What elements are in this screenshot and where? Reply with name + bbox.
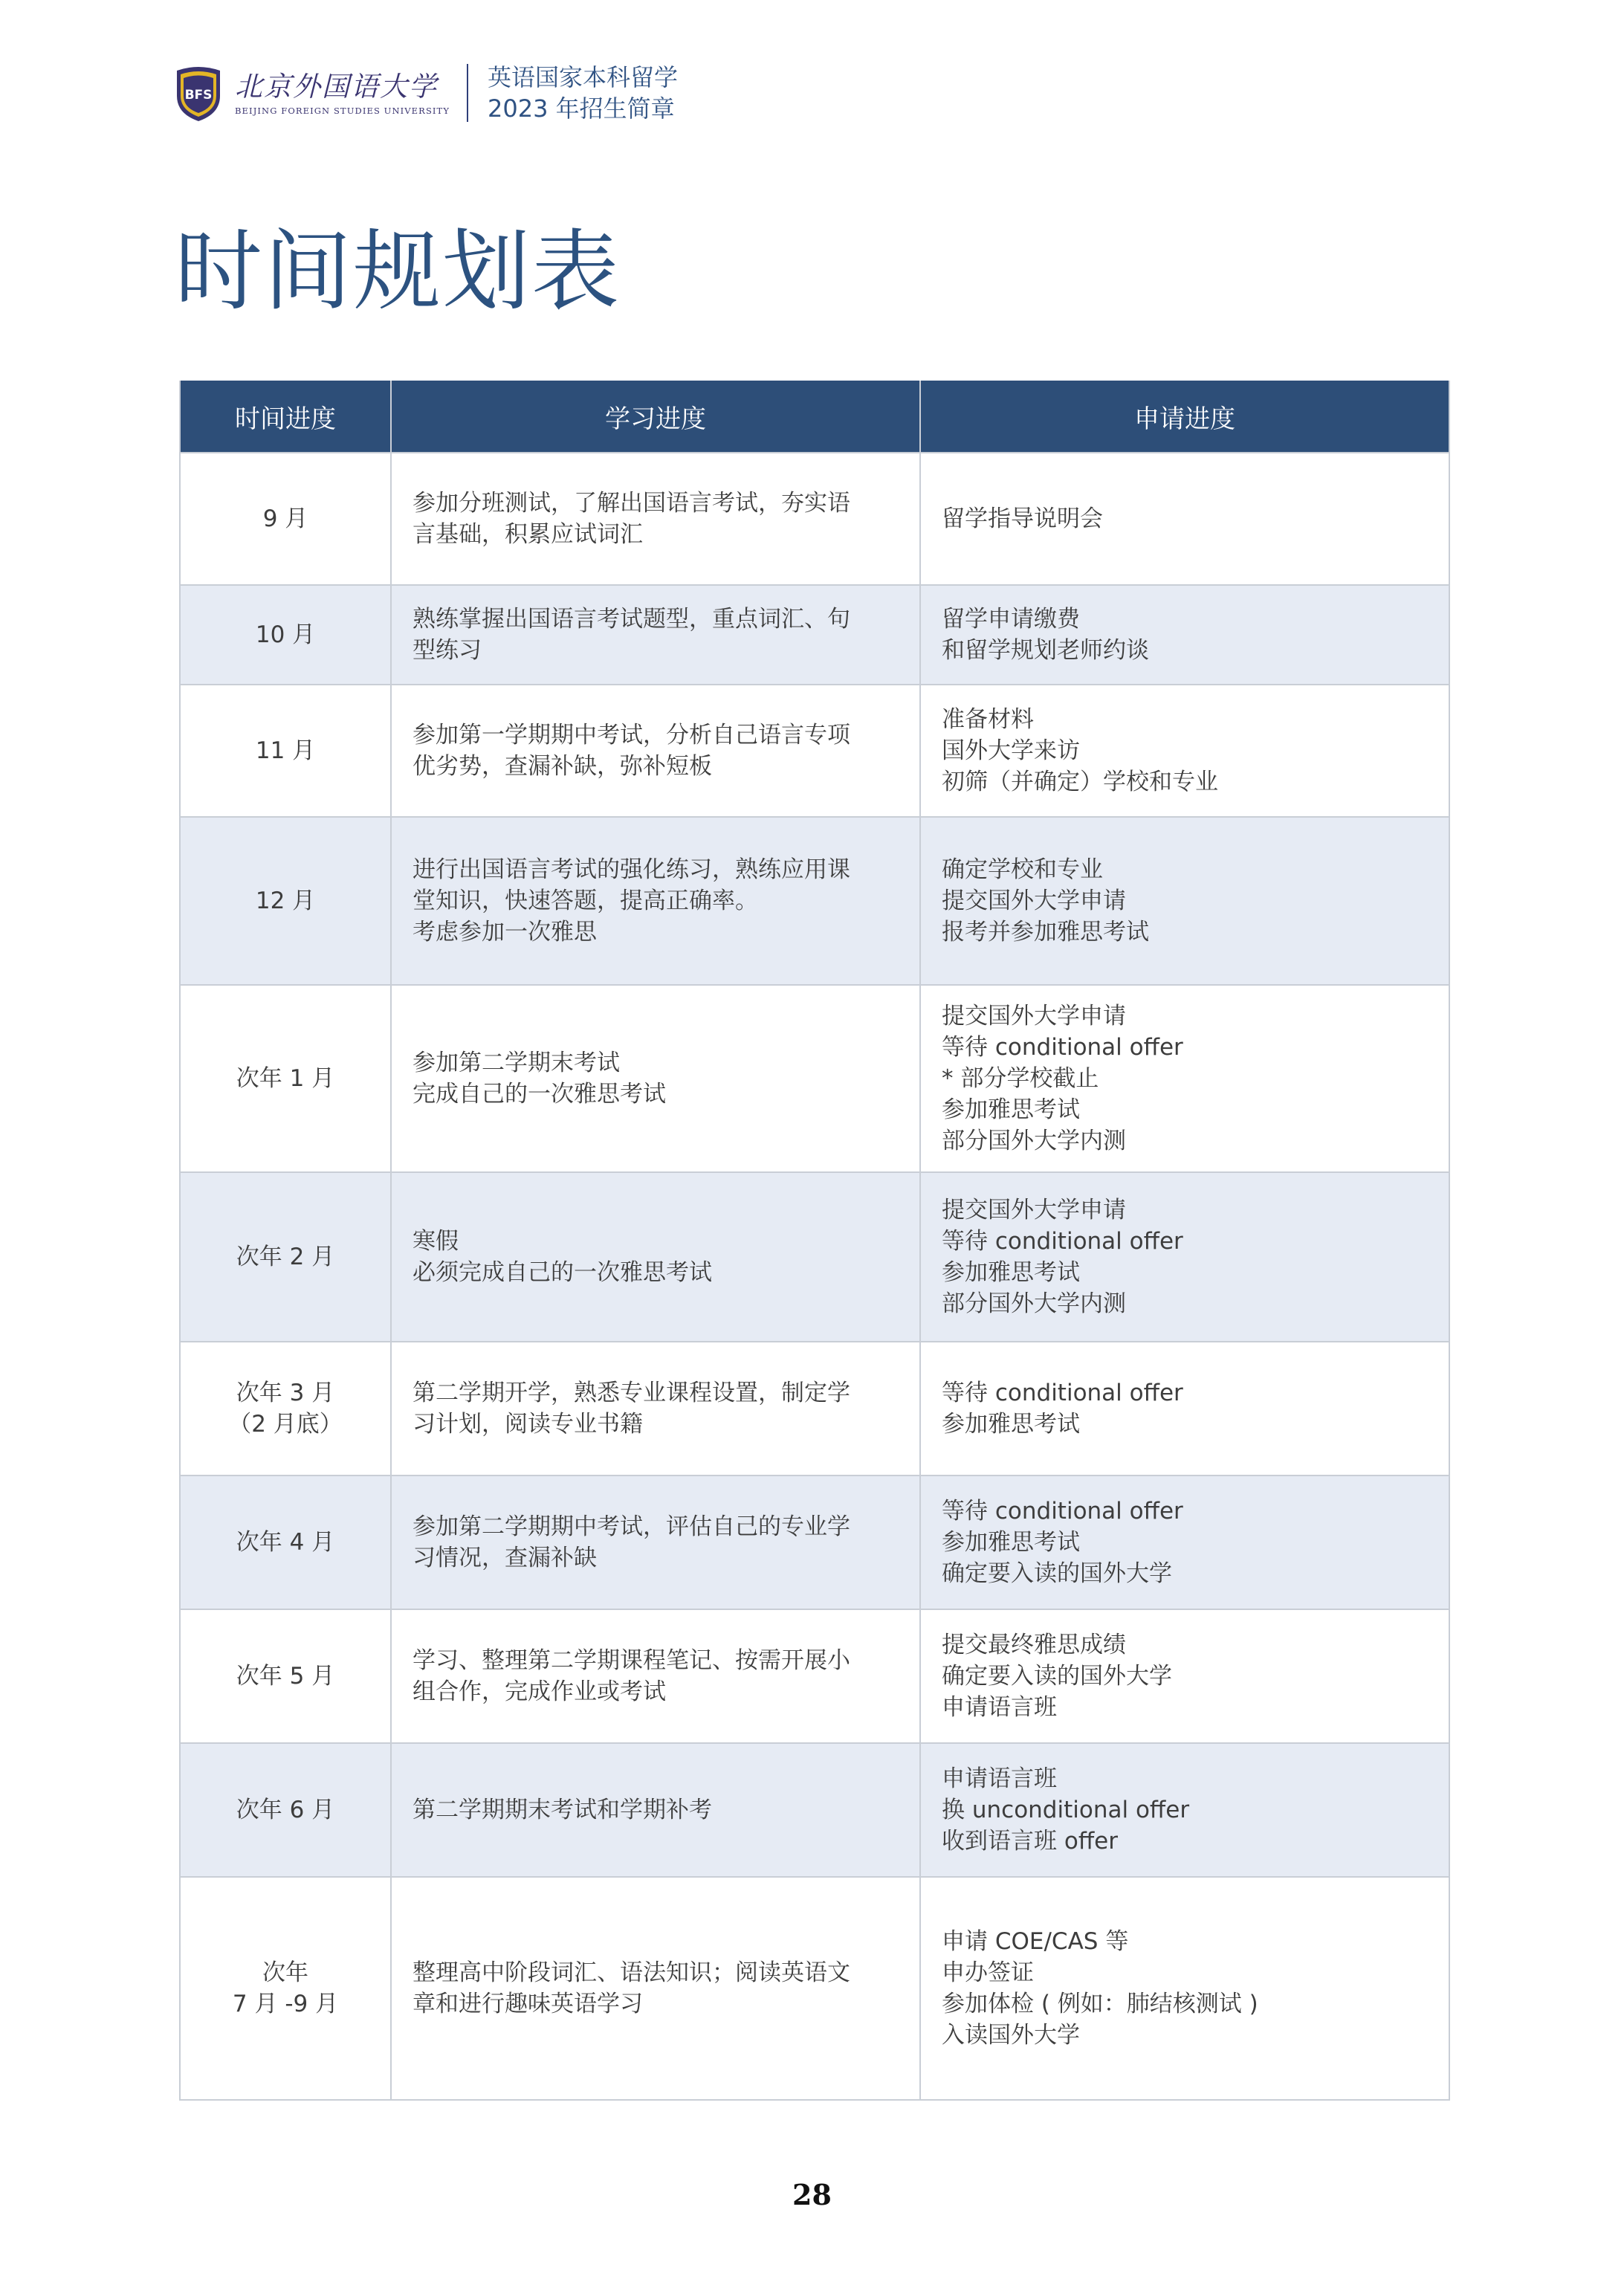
cell-line: 次年 3 月 bbox=[236, 1380, 335, 1406]
cell-line: 章和进行趣味英语学习 bbox=[413, 1991, 643, 2017]
cell-line: 次年 5 月 bbox=[236, 1663, 335, 1690]
page-title: 时间规划表 bbox=[175, 220, 621, 323]
cell-line: 参加体检 ( 例如：肺结核测试 ) bbox=[942, 1991, 1258, 2017]
study-cell bbox=[391, 1475, 920, 1609]
cell-line: 习计划，阅读专业书籍 bbox=[413, 1411, 643, 1438]
cell-line: 初筛（并确定）学校和专业 bbox=[942, 769, 1218, 795]
cell-line: 寒假 bbox=[413, 1228, 459, 1255]
cell-line: 次年 6 月 bbox=[236, 1797, 335, 1823]
cell-line: 参加第一学期期中考试，分析自己语言专项 bbox=[413, 722, 850, 749]
time-cell bbox=[180, 1172, 391, 1342]
table-row bbox=[180, 1342, 1449, 1475]
column-header-time: 时间进度 bbox=[180, 381, 391, 453]
study-cell bbox=[391, 1877, 920, 2100]
time-cell bbox=[180, 585, 391, 685]
cell-line: 参加第二学期期中考试，评估自己的专业学 bbox=[413, 1513, 850, 1540]
cell-line: 部分国外大学内测 bbox=[942, 1128, 1126, 1154]
time-cell bbox=[180, 685, 391, 817]
cell-line: 12 月 bbox=[255, 888, 316, 914]
cell-line: 申请语言班 bbox=[942, 1694, 1057, 1721]
study-cell bbox=[391, 1172, 920, 1342]
study-cell bbox=[391, 1342, 920, 1475]
apply-cell bbox=[920, 585, 1449, 685]
cell-line: 等待 conditional offer bbox=[942, 1380, 1183, 1406]
cell-line: 习情况，查漏补缺 bbox=[413, 1545, 597, 1571]
cell-line: 熟练掌握出国语言考试题型，重点词汇、句 bbox=[413, 606, 850, 633]
study-cell bbox=[391, 1609, 920, 1743]
university-name-cn: 北京外国语大学 bbox=[235, 71, 438, 103]
logo-letters: BFS bbox=[184, 88, 213, 103]
cell-line: 报考并参加雅思考试 bbox=[942, 919, 1149, 946]
cell-line: 整理高中阶段词汇、语法知识；阅读英语文 bbox=[413, 1959, 850, 1986]
cell-line: 第二学期开学，熟悉专业课程设置，制定学 bbox=[413, 1380, 850, 1406]
table-row bbox=[180, 685, 1449, 817]
university-name bbox=[235, 63, 450, 123]
cell-line: 换 unconditional offer bbox=[942, 1797, 1190, 1823]
cell-line: 10 月 bbox=[255, 621, 316, 648]
cell-line: 申请 COE/CAS 等 bbox=[942, 1928, 1129, 1955]
cell-line: 参加分班测试，了解出国语言考试，夯实语 bbox=[413, 490, 850, 517]
table-row bbox=[180, 1172, 1449, 1342]
brochure-subtitle bbox=[488, 62, 678, 124]
cell-line: 参加第二学期末考试 bbox=[413, 1050, 620, 1076]
cell-line: 等待 conditional offer bbox=[942, 1498, 1183, 1525]
time-cell bbox=[180, 1475, 391, 1609]
cell-line: 准备材料 bbox=[942, 706, 1034, 733]
cell-line: 和留学规划老师约谈 bbox=[942, 637, 1149, 664]
cell-line: 提交最终雅思成绩 bbox=[942, 1632, 1126, 1658]
cell-line: 申请语言班 bbox=[942, 1765, 1057, 1792]
cell-line: 堂知识，快速答题，提高正确率。 bbox=[413, 888, 758, 914]
cell-line: 进行出国语言考试的强化练习，熟练应用课 bbox=[413, 856, 850, 883]
column-header-apply: 申请进度 bbox=[920, 381, 1449, 453]
cell-line: 型练习 bbox=[413, 637, 482, 664]
page-header bbox=[172, 59, 678, 126]
cell-line: 参加雅思考试 bbox=[942, 1411, 1080, 1438]
time-cell bbox=[180, 1609, 391, 1743]
cell-line: 参加雅思考试 bbox=[942, 1096, 1080, 1123]
cell-line: 等待 conditional offer bbox=[942, 1228, 1183, 1255]
apply-cell bbox=[920, 817, 1449, 985]
cell-line: 部分国外大学内测 bbox=[942, 1290, 1126, 1317]
table-row bbox=[180, 1877, 1449, 2100]
university-logo-icon bbox=[172, 63, 224, 123]
cell-line: 提交国外大学申请 bbox=[942, 888, 1126, 914]
table-header-row bbox=[180, 381, 1449, 453]
cell-line: 次年 bbox=[262, 1959, 308, 1986]
cell-line: 留学指导说明会 bbox=[942, 505, 1103, 532]
time-cell bbox=[180, 1743, 391, 1877]
apply-cell bbox=[920, 1877, 1449, 2100]
apply-cell bbox=[920, 1609, 1449, 1743]
cell-line: 申办签证 bbox=[942, 1959, 1034, 1986]
study-cell bbox=[391, 585, 920, 685]
cell-line: 确定学校和专业 bbox=[942, 856, 1103, 883]
study-cell bbox=[391, 817, 920, 985]
time-cell bbox=[180, 985, 391, 1172]
cell-line: 7 月 -9 月 bbox=[232, 1991, 339, 2017]
table-row bbox=[180, 1609, 1449, 1743]
cell-line: （2 月底） bbox=[228, 1411, 343, 1438]
apply-cell bbox=[920, 1475, 1449, 1609]
cell-line: 参加雅思考试 bbox=[942, 1259, 1080, 1286]
cell-line: 言基础，积累应试词汇 bbox=[413, 521, 643, 548]
time-cell bbox=[180, 817, 391, 985]
cell-line: 学习、整理第二学期课程笔记、按需开展小 bbox=[413, 1647, 850, 1674]
cell-line: 考虑参加一次雅思 bbox=[413, 919, 597, 946]
cell-line: 9 月 bbox=[262, 505, 308, 532]
table-row bbox=[180, 1475, 1449, 1609]
cell-line: 提交国外大学申请 bbox=[942, 1197, 1126, 1224]
cell-line: 收到语言班 offer bbox=[942, 1828, 1118, 1855]
apply-cell bbox=[920, 453, 1449, 585]
apply-cell bbox=[920, 1743, 1449, 1877]
subtitle-line-1: 英语国家本科留学 bbox=[488, 63, 679, 91]
cell-line: 留学申请缴费 bbox=[942, 606, 1080, 633]
table-row bbox=[180, 1743, 1449, 1877]
study-cell bbox=[391, 685, 920, 817]
cell-line: 第二学期期末考试和学期补考 bbox=[413, 1797, 712, 1823]
cell-line: 次年 1 月 bbox=[236, 1065, 335, 1092]
cell-line: 确定要入读的国外大学 bbox=[942, 1560, 1172, 1587]
apply-cell bbox=[920, 985, 1449, 1172]
table-row bbox=[180, 453, 1449, 585]
cell-line: 次年 4 月 bbox=[236, 1529, 335, 1556]
table-row bbox=[180, 817, 1449, 985]
cell-line: 入读国外大学 bbox=[942, 2022, 1080, 2049]
study-cell bbox=[391, 1743, 920, 1877]
cell-line: * 部分学校截止 bbox=[942, 1065, 1099, 1092]
apply-cell bbox=[920, 1172, 1449, 1342]
cell-line: 优劣势，查漏补缺，弥补短板 bbox=[413, 753, 712, 780]
university-name-en: BEIJING FOREIGN STUDIES UNIVERSITY bbox=[235, 106, 450, 116]
cell-line: 11 月 bbox=[255, 737, 316, 764]
cell-line: 参加雅思考试 bbox=[942, 1529, 1080, 1556]
table-row bbox=[180, 985, 1449, 1172]
page-number: 28 bbox=[792, 2178, 832, 2211]
header-divider bbox=[467, 64, 468, 122]
apply-cell bbox=[920, 685, 1449, 817]
cell-line: 次年 2 月 bbox=[236, 1244, 335, 1270]
table-row bbox=[180, 585, 1449, 685]
time-cell bbox=[180, 1342, 391, 1475]
cell-line: 确定要入读的国外大学 bbox=[942, 1663, 1172, 1690]
cell-line: 组合作，完成作业或考试 bbox=[413, 1678, 666, 1705]
cell-line: 提交国外大学申请 bbox=[942, 1003, 1126, 1030]
subtitle-line-2: 2023 年招生简章 bbox=[488, 94, 675, 123]
cell-line: 完成自己的一次雅思考试 bbox=[413, 1081, 666, 1108]
cell-line: 国外大学来访 bbox=[942, 737, 1080, 764]
study-cell bbox=[391, 453, 920, 585]
cell-line: 等待 conditional offer bbox=[942, 1034, 1183, 1061]
column-header-study: 学习进度 bbox=[391, 381, 920, 453]
apply-cell bbox=[920, 1342, 1449, 1475]
time-cell bbox=[180, 1877, 391, 2100]
time-cell bbox=[180, 453, 391, 585]
schedule-table bbox=[179, 381, 1450, 2101]
study-cell bbox=[391, 985, 920, 1172]
cell-line: 必须完成自己的一次雅思考试 bbox=[413, 1259, 712, 1286]
